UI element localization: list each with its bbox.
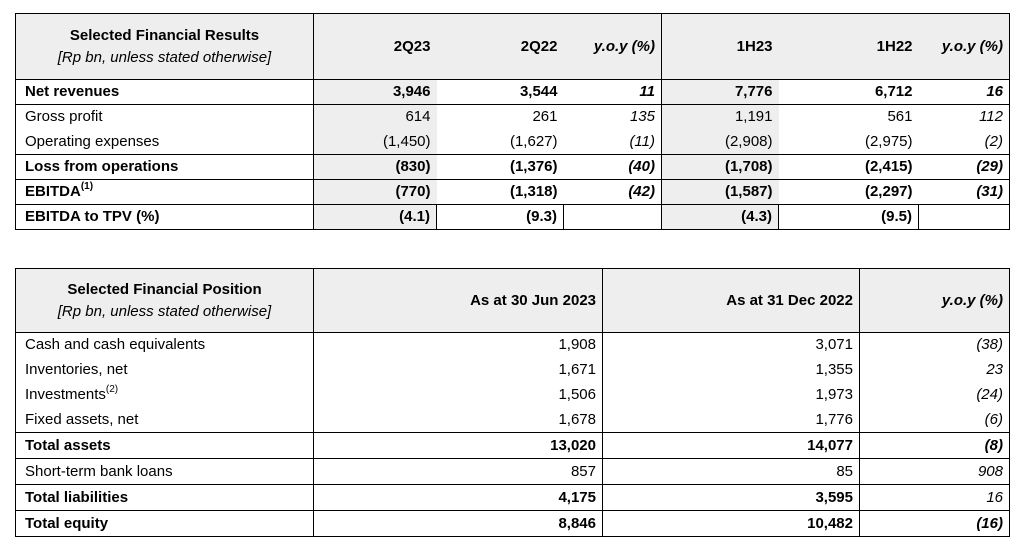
cell-value: (2)	[984, 132, 1003, 150]
cell-value: 561	[887, 108, 913, 126]
cell-value: 261	[532, 108, 558, 126]
results-header-row	[16, 14, 1010, 80]
financial-results-table	[15, 13, 1010, 230]
cell-value: 135	[629, 108, 655, 126]
row-label: Total liabilities	[25, 488, 129, 506]
cell-value: 10,482	[603, 511, 860, 537]
table-row	[16, 459, 1010, 485]
footnote-marker: (1)	[80, 181, 94, 192]
table-row	[16, 105, 1010, 130]
cell-value: 614	[314, 105, 437, 130]
row-label: Cash and cash equivalents	[25, 336, 206, 354]
row-label: Operating expenses	[25, 132, 160, 150]
row-label: Gross profit	[25, 108, 103, 126]
position-subtitle: [Rp bn, unless stated otherwise]	[57, 302, 272, 320]
cell-value: 11	[639, 83, 655, 100]
results-title: Selected Financial Results	[69, 26, 260, 44]
cell-value: (9.5)	[779, 205, 919, 230]
cell-value: (4.3)	[662, 205, 779, 230]
cell-value: (9.3)	[437, 205, 564, 230]
row-label: Short-term bank loans	[25, 462, 173, 480]
cell-value: (2,415)	[864, 158, 913, 175]
cell-value: (1,587)	[662, 180, 779, 205]
cell-value: 908	[860, 459, 1010, 485]
cell-value: 16	[860, 485, 1010, 511]
cell-value: (2,975)	[864, 132, 913, 150]
cell-value: 1,973	[603, 383, 860, 408]
results-col-header: y.o.y (%)	[564, 14, 662, 80]
cell-value: 13,020	[314, 433, 603, 459]
table-row	[16, 80, 1010, 105]
cell-value: (1,376)	[509, 158, 558, 175]
cell-value: (16)	[860, 511, 1010, 537]
row-label: Inventories, net	[25, 361, 128, 378]
cell-value: 85	[603, 459, 860, 485]
table-row	[16, 130, 1010, 155]
footnote-marker: (2)	[105, 384, 119, 395]
results-col-header: 1H22	[779, 14, 919, 80]
row-label: Loss from operations	[25, 158, 179, 175]
table-row	[16, 433, 1010, 459]
cell-value: (4.1)	[314, 205, 437, 230]
results-col-header: y.o.y (%)	[919, 14, 1010, 80]
table-row	[16, 485, 1010, 511]
cell-value: (31)	[976, 183, 1003, 200]
cell-value: 3,544	[519, 83, 558, 100]
results-col-header: 1H23	[662, 14, 779, 80]
cell-value: 112	[979, 108, 1003, 126]
cell-value: 3,071	[603, 333, 860, 358]
row-label: Total equity	[25, 514, 109, 532]
cell-value: 1,671	[314, 358, 603, 383]
cell-value: (24)	[860, 383, 1010, 408]
cell-value: 857	[314, 459, 603, 485]
cell-value: (38)	[860, 333, 1010, 358]
results-col-header: 2Q23	[314, 14, 437, 80]
cell-value: 7,776	[662, 80, 779, 105]
cell-value: 8,846	[314, 511, 603, 537]
cell-value: (40)	[628, 158, 655, 175]
table-row	[16, 180, 1010, 205]
cell-value: 1,908	[314, 333, 603, 358]
position-title-cell	[16, 269, 314, 333]
row-label: Fixed assets, net	[25, 410, 139, 428]
row-label-text: EBITDA	[25, 183, 81, 200]
cell-value: (2,297)	[864, 183, 913, 200]
cell-value: (11)	[629, 132, 655, 150]
cell-value: (8)	[860, 433, 1010, 459]
cell-value: 1,678	[314, 408, 603, 433]
row-label: EBITDA to TPV (%)	[25, 208, 160, 225]
position-title: Selected Financial Position	[67, 280, 262, 298]
table-row	[16, 383, 1010, 408]
row-label: Total assets	[25, 436, 111, 454]
cell-value: 3,946	[314, 80, 437, 105]
position-col-header: As at 30 Jun 2023	[314, 269, 603, 333]
cell-value: 6,712	[874, 83, 913, 100]
position-col-header: y.o.y (%)	[860, 269, 1010, 333]
cell-value	[919, 205, 1010, 230]
cell-value: (1,318)	[509, 183, 558, 200]
row-label-text: Investments	[25, 386, 106, 403]
financial-position-table	[15, 268, 1010, 537]
cell-value: (29)	[976, 158, 1003, 175]
cell-value: 16	[986, 83, 1003, 100]
table-row	[16, 333, 1010, 358]
cell-value: 1,191	[662, 105, 779, 130]
results-subtitle: [Rp bn, unless stated otherwise]	[57, 48, 272, 66]
table-row	[16, 358, 1010, 383]
table-row	[16, 155, 1010, 180]
cell-value: (1,708)	[662, 155, 779, 180]
cell-value: (2,908)	[662, 130, 779, 155]
results-col-header: 2Q22	[437, 14, 564, 80]
table-row	[16, 205, 1010, 230]
cell-value: 23	[860, 358, 1010, 383]
cell-value: (42)	[628, 183, 655, 200]
position-header-row	[16, 269, 1010, 333]
cell-value: 14,077	[603, 433, 860, 459]
cell-value: 4,175	[314, 485, 603, 511]
cell-value: 1,776	[603, 408, 860, 433]
cell-value: 1,355	[603, 358, 860, 383]
row-label	[16, 180, 314, 205]
row-label	[16, 383, 314, 408]
position-col-header: As at 31 Dec 2022	[603, 269, 860, 333]
cell-value: (770)	[314, 180, 437, 205]
row-label: Net revenues	[25, 83, 120, 100]
cell-value: (1,450)	[314, 130, 437, 155]
cell-value: 1,506	[314, 383, 603, 408]
cell-value: (830)	[314, 155, 437, 180]
cell-value: (1,627)	[509, 132, 558, 150]
cell-value: 3,595	[603, 485, 860, 511]
results-title-cell	[16, 14, 314, 80]
cell-value	[564, 205, 662, 230]
cell-value: (6)	[860, 408, 1010, 433]
table-row	[16, 511, 1010, 537]
table-row	[16, 408, 1010, 433]
